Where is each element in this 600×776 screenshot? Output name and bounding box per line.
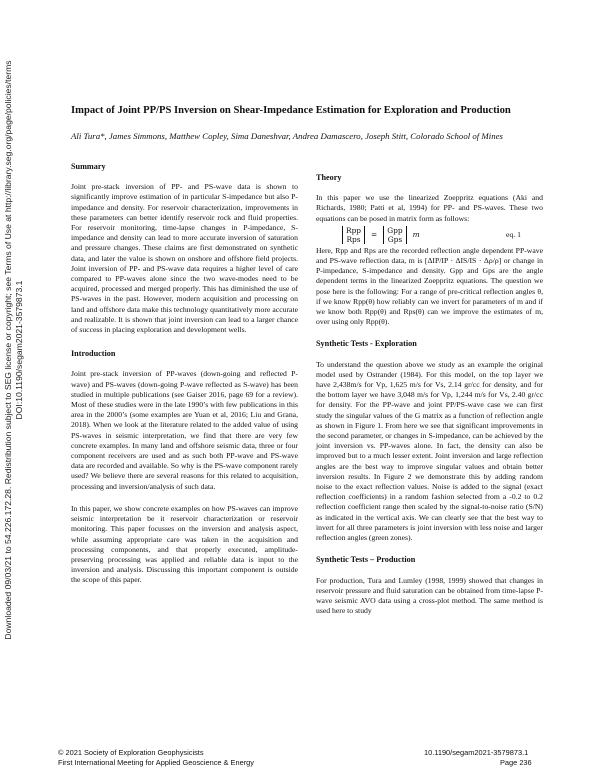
equals-sign: = xyxy=(371,229,378,239)
equation-lhs-vector xyxy=(342,226,365,244)
doi-notice-line: DOI:10.1190/segam2021-3579873.1 xyxy=(14,280,24,420)
synthetic-production-heading: Synthetic Tests – Production xyxy=(316,555,416,565)
gpp-symbol: Gpp xyxy=(387,225,403,235)
m-vector-symbol: m xyxy=(412,229,420,239)
introduction-heading: Introduction xyxy=(71,349,116,359)
footer-doi: 10.1190/segam2021-3579873.1 xyxy=(424,748,529,757)
rps-symbol: Rps xyxy=(346,234,361,244)
equation-rhs-matrix xyxy=(383,226,406,244)
copyright-text: © 2021 Society of Exploration Geophysicists xyxy=(58,748,204,757)
right-column xyxy=(316,173,543,626)
synthetic-production-text: For production, Tura and Lumley (1998, 1999) showed that changes in reservoir pressure and fluid saturation can be obtained from time-lapse P-wave seismic AVO data using a cross-plot method. The same method is used here to study xyxy=(316,575,543,616)
summary-heading: Summary xyxy=(71,162,106,171)
theory-paragraph-2: Here, Rpp and Rps are the recorded reflection angle dependent PP-wave and PS-wave reflection data, m is [ΔIP/IP · ΔIS/IS · Δρ/ρ] or change in P-impedance, S-impedance and density. Gpp and Gps are the angle dependent terms in the linearized Zoeppritz equations. The question we pose here is the following: For a range of pre-critical reflection angles θ, if we know Rpp(θ) how reliably can we invert for parameters of m and if we know both Rpp(θ) and Rps(θ) can we improve the estimates of m, over using only Rpp(θ). xyxy=(316,245,543,327)
rpp-symbol: Rpp xyxy=(346,225,362,235)
theory-heading: Theory xyxy=(316,173,342,182)
download-notice-line: Downloaded 09/03/21 to 54.226.172.28. Redistribution subject to SEG license or copyright; see Terms of Use at http://library.seg.org/page/policies/terms xyxy=(3,60,13,640)
equation-label: eq. 1 xyxy=(506,229,521,239)
synthetic-exploration-heading: Synthetic Tests - Exploration xyxy=(316,339,417,349)
gps-symbol: Gps xyxy=(387,234,403,244)
summary-text: Joint pre-stack inversion of PP- and PS-wave data is shown to significantly improve estimation of in particular S-impedance but also P-impedance and density. For reservoir characterization, improvements in these parameters can better identify reservoir rock and fluid properties. For reservoir monitoring, time-lapse changes in P-impedance, S-impedance and density can lead to more accurate inversion of saturation and pressure changes. These claims are first demonstrated on synthetic data, and later the value is shown on onshore and offshore field projects. Joint inversion of PP- and PS-wave data requires a higher level of care compared to PP-waves alone since the two wave-modes need to be acquired, processed and merged properly. This has diminished the use of PS-waves in the past. However, modern acquisition and processing on land and offshore data make this technology quantitatively more accurate and realizable. It is shown that joint inversion can lead to a larger chance of success in placing exploration and development wells. xyxy=(71,182,298,335)
theory-paragraph-1: In this paper we use the linearized Zoeppritz equations (Aki and Richards, 1980; Patti et al, 1994) for PP- and PS-waves. These two equations can be posed in matrix form as follows: xyxy=(316,193,543,223)
download-notice xyxy=(3,20,31,680)
left-column xyxy=(71,162,298,596)
meeting-name: First International Meeting for Applied Geoscience & Energy xyxy=(58,757,254,767)
synthetic-exploration-text: To understand the question above we study as an example the original model used by Ostrander (1984). For this model, on the top layer we have 2,438m/s for Vp, 1,625 m/s for Vs, 2.14 gr/cc for density, and for the bottom layer we have 3,048 m/s for Vp, 1,244 m/s for Vs, 2.40 gr/cc for density. For the PP-wave and joint PP/PS-wave case we can first study the singular values of the G matrix as a function of reflection angle as shown in Figure 1. From here we see that significant improvements in the second parameter, or changes in S-impedance, can be achieved by the joint inversion vs. PP-waves alone. In fact, the density can also be improved but to a much lesser extent. Joint inversion and large reflection angles are the best way to improve singular values and obtain better inversion results. In Figure 2 we demonstrate this by adding random noise to the exact reflection values. Noise is added to the signal (exact reflection coefficients) in a random fashion selected from a -0.2 to 0.2 reflection coefficient range then scaled by the signal-to-noise ratio (S/N) as indicated in the vertical axis. We can clearly see that the best way to invert for all three parameters is joint inversion with less noise and larger reflection angles (green zones). xyxy=(316,359,543,543)
introduction-paragraph-2: In this paper, we show concrete examples on how PS-waves can improve seismic interpretation be it reservoir characterization or reservoir monitoring. This paper focusses on the inversion and analysis aspect, while assuming appropriate care was taken in the acquisition and processing components, and that properly executed, amplitude-preserving processing was applied and reliable data is input to the inversion and analysis. Discussing this important component is outside the scope of this paper. xyxy=(71,503,298,585)
equation-1 xyxy=(316,226,543,244)
paper-title: Impact of Joint PP/PS Inversion on Shear-Impedance Estimation for Exploration and Production xyxy=(71,105,511,116)
introduction-paragraph-1: Joint pre-stack inversion of PP-waves (down-going and reflected P-wave) and PS-waves (down-going P-wave reflected as S-wave) has been studied in multiple publications (see Gaiser 2016, page 69 for a review). Most of these studies were in the late 1990’s with few publications in this area in the 2000’s (some examples are Yuan et al, 2016; Liu and Grana, 2018). When we look at the literature related to the added value of using PS-waves in seismic interpretation, we find that there are very few concrete examples. In many land and offshore seismic data, three or four component receivers are used and as such both PP-wave and PS-wave data are recorded and available. So why is the PS-wave component rarely used? We believe there are several reasons for this related to acquisition, processing and inversion/analysis of such data. xyxy=(71,369,298,491)
paper-authors: Ali Tura*, James Simmons, Matthew Copley, Sima Daneshvar, Andrea Damascero, Joseph Stitt, Colorado School of Mines xyxy=(71,131,503,141)
page-number: Page 236 xyxy=(500,757,532,767)
